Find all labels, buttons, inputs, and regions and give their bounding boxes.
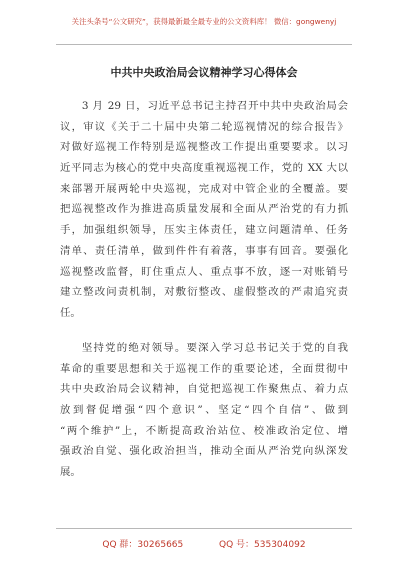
header-banner: 关注头条号“公文研究”，获得最新最全最专业的公文资料库！ 微信：gongwenyj [71,17,337,26]
paragraph-line: 清单、责任清单，做到件件有着落，事事有回音。要强化 [60,244,348,257]
paragraph-line: 放到督促增强“四个意识”、坚定“四个自信”、做到 [60,404,348,417]
footer-divider [56,528,352,529]
paragraph-line: 议，审议《关于二十届中央第二轮巡视情况的综合报告》 [60,120,348,133]
paragraph-line: 任。 [60,306,81,319]
paragraph-line: 共中央政治局会议精神，自觉把巡视工作聚焦点、着力点 [60,383,348,396]
footer-contact [0,537,408,550]
paragraph-line: 把巡视整改作为推进高质量发展和全面从严治党的有力抓 [60,203,348,216]
paragraph-line: 建立整改问责机制，对敷衍整改、虚假整改的严肃追究责 [60,286,348,299]
paragraph-line: 来部署开展两轮中央巡视，完成对中管企业的全覆盖。要 [60,182,348,195]
header-divider [56,44,352,45]
paragraph-line: 展。 [60,466,81,479]
paragraph-line: 对做好巡视工作特别是巡视整改工作提出重要要求。以习 [60,141,348,154]
qq-group-number: QQ 群：30265665 [102,540,184,550]
paragraph-line: 坚持党的绝对领导。要深入学习总书记关于党的自我 [81,342,348,354]
paragraph-line: “两个维护”上，不断提高政治站位、校准政治定位、增 [60,424,348,437]
paragraph-line: 巡视整改监督，盯住重点人、重点事不放，逐一对账销号 [60,265,348,278]
paragraph-1 [60,96,348,324]
paragraph-line: 革命的重要思想和关于巡视工作的重要论述，全面贯彻中 [60,362,348,375]
paragraph-line: 3 月 29 日，习近平总书记主持召开中共中央政治局会 [81,100,348,112]
document-title: 中共中央政治局会议精神学习心得体会 [110,66,298,79]
paragraph-2 [60,338,348,483]
paragraph-line: 近平同志为核心的党中央高度重视巡视工作，党的 XX 大以 [60,162,348,175]
qq-account-number: QQ 号：535304092 [219,540,306,550]
paragraph-line: 手，加强组织领导，压实主体责任，建立问题清单、任务 [60,224,348,237]
paragraph-line: 强政治自觉、强化政治担当，推动全面从严治党向纵深发 [60,445,348,458]
